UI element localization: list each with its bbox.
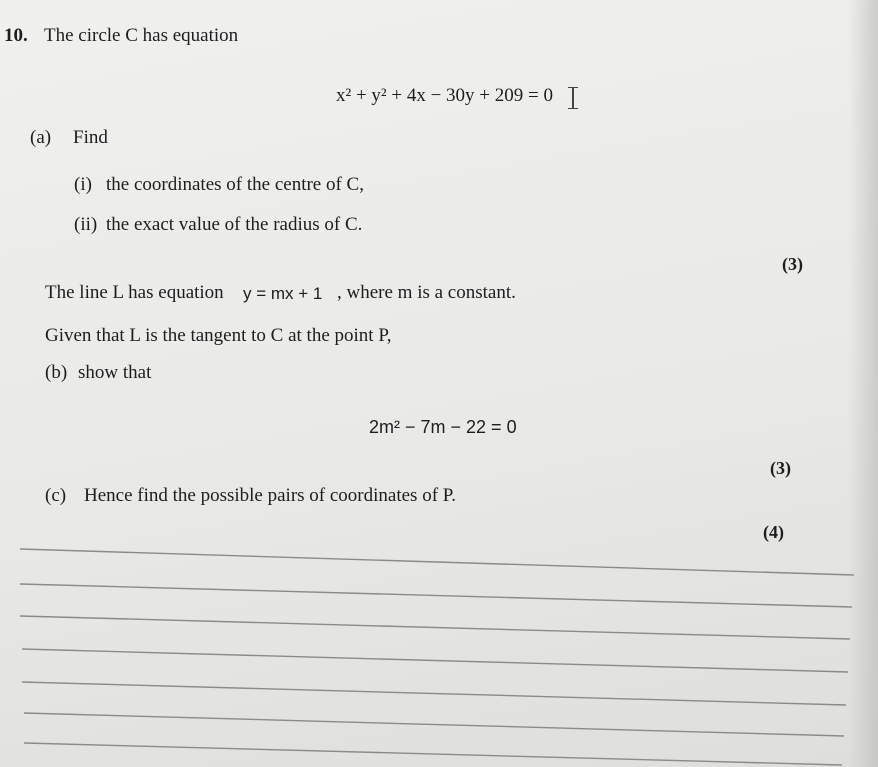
part-a-i-text: the coordinates of the centre of C,	[106, 174, 364, 195]
part-b-marks: (3)	[770, 458, 791, 478]
tangent-statement: Given that L is the tangent to C at the point P,	[45, 325, 392, 346]
answer-line	[24, 743, 842, 765]
question-intro: The circle C has equation	[44, 25, 239, 46]
answer-line	[20, 584, 852, 607]
page-edge-shadow	[848, 0, 878, 767]
answer-line	[20, 549, 854, 575]
part-a-ii-label: (ii)	[74, 214, 98, 235]
line-statement-before: The line L has equation	[45, 282, 224, 303]
answer-line	[20, 616, 850, 639]
part-b-equation: 2m² − 7m − 22 = 0	[369, 417, 517, 437]
part-c-label: (c)	[45, 485, 67, 506]
part-a-text: Find	[73, 127, 108, 148]
part-b-label: (b)	[45, 362, 68, 383]
question-number: 10.	[4, 25, 28, 46]
line-statement-after: , where m is a constant.	[337, 282, 516, 303]
part-a-marks: (3)	[782, 254, 803, 274]
line-equation: y = mx + 1	[243, 284, 323, 303]
part-b-text: show that	[78, 362, 152, 383]
part-c-marks: (4)	[763, 522, 784, 542]
answer-line	[24, 713, 844, 736]
answer-line	[22, 682, 846, 705]
circle-equation: x² + y² + 4x − 30y + 209 = 0	[336, 85, 553, 106]
part-a-i-label: (i)	[74, 174, 92, 195]
part-a-label: (a)	[30, 127, 52, 148]
part-c-text: Hence find the possible pairs of coordinates of P.	[84, 485, 456, 506]
part-a-ii-text: the exact value of the radius of C.	[106, 214, 363, 235]
answer-line	[22, 649, 848, 672]
